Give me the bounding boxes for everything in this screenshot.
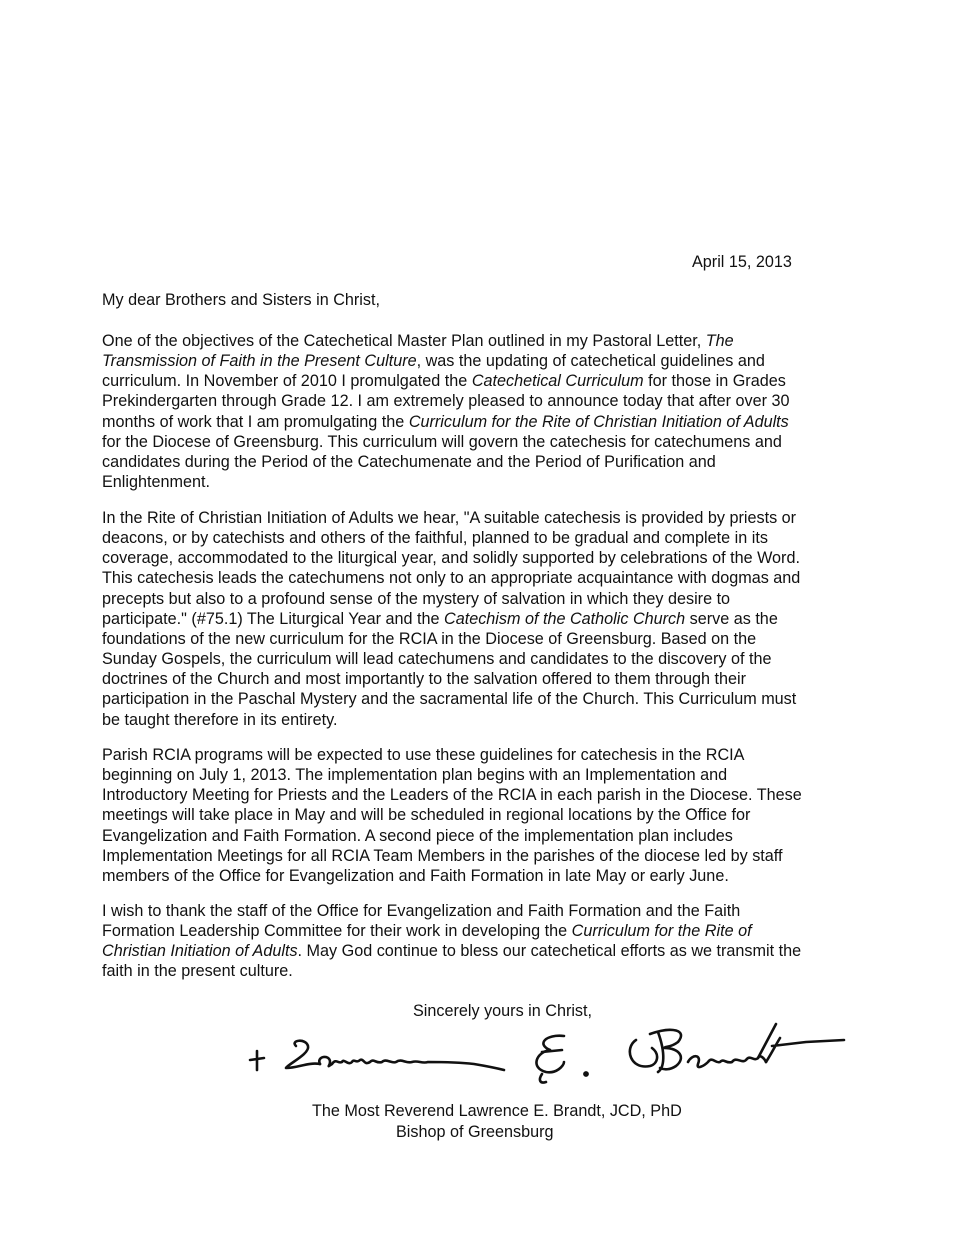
text-line	[102, 508, 862, 528]
text-segment: for those in Grades	[643, 372, 786, 391]
letter-date: April 15, 2013	[692, 253, 792, 271]
text-line	[102, 866, 862, 886]
text-line	[102, 745, 862, 765]
text-line	[102, 765, 862, 785]
text-segment: I wish to thank the staff of the Office for Evangelization and Faith Formation and the Faith	[102, 902, 741, 920]
text-segment: Parish RCIA programs will be expected to use these guidelines for catechesis in the RCIA	[102, 746, 745, 764]
text-segment: meetings will take place in May and will be scheduled in regional locations by the Office for	[102, 806, 751, 825]
text-line	[102, 548, 862, 568]
italic-title: Curriculum for the Rite of	[571, 922, 752, 941]
text-segment: candidates during the Period of the Catechumenate and the Period of Purification and	[102, 452, 716, 471]
text-line	[102, 785, 862, 805]
text-line	[102, 961, 862, 981]
italic-title: The	[705, 332, 734, 350]
text-line	[102, 710, 862, 730]
paragraph-rcia-quote	[102, 508, 862, 730]
text-segment: Evangelization and Faith Formation. A second piece of the implementation plan includes	[102, 826, 733, 845]
text-line	[102, 901, 862, 921]
paragraph-implementation	[102, 745, 862, 886]
text-segment: Formation Leadership Committee for their work in developing the	[102, 922, 572, 941]
text-segment: Sunday Gospels, the curriculum will lead catechumens and candidates to the discovery of the	[102, 650, 772, 669]
signatory-title: The Most Reverend Lawrence E. Brandt, JCD, PhD	[312, 1102, 682, 1120]
text-line	[102, 805, 862, 825]
italic-title: Catechetical Curriculum	[471, 372, 644, 391]
text-segment: months of work that I am promulgating the	[102, 412, 409, 431]
text-segment: serve as the	[685, 609, 778, 628]
text-line	[102, 669, 862, 689]
text-line	[102, 941, 862, 961]
text-segment: , was the updating of catechetical guidelines and	[416, 352, 765, 371]
text-segment: Implementation Meetings for all RCIA Team Members in the parishes of the diocese led by staff	[102, 846, 783, 865]
text-segment: beginning on July 1, 2013. The implementation plan begins with an Implementation and	[102, 766, 728, 785]
text-segment: Enlightenment.	[102, 473, 210, 492]
text-segment: participation in the Paschal Mystery and the sacramental life of the Church. This Curriculum must	[102, 690, 797, 709]
text-line	[102, 568, 862, 588]
text-segment: be taught therefore in its entirety.	[102, 710, 338, 729]
text-segment: This catechesis leads the catechumens not only to an appropriate acquaintance with dogmas and	[102, 569, 801, 588]
text-line	[102, 528, 862, 548]
text-segment: precepts but also to a profound sense of the mystery of salvation in which they desire to	[102, 589, 731, 608]
text-segment: for the Diocese of Greensburg. This curriculum will govern the catechesis for catechumens and	[102, 432, 782, 451]
text-line	[102, 472, 862, 492]
paragraph-catechetical-plan	[102, 331, 862, 492]
italic-title: Christian Initiation of Adults	[102, 942, 298, 961]
text-line	[102, 432, 862, 452]
italic-title: Curriculum for the Rite of Christian Initiation of Adults	[408, 412, 789, 431]
text-segment: coverage, accommodated to the liturgical year, and solidly supported by celebrations of the Word.	[102, 549, 800, 568]
text-line	[102, 689, 862, 709]
text-line	[102, 391, 862, 411]
closing: Sincerely yours in Christ,	[413, 1002, 593, 1020]
text-line	[102, 846, 862, 866]
text-line	[102, 649, 862, 669]
italic-title: Catechism of the Catholic Church	[444, 609, 686, 628]
salutation: My dear Brothers and Sisters in Christ,	[102, 291, 380, 309]
text-segment: doctrines of the Church and most importantly to the salvation offered to them through their	[102, 670, 746, 689]
text-line	[102, 921, 862, 941]
text-segment: foundations of the new curriculum for the RCIA in the Diocese of Greensburg. Based on the	[102, 629, 757, 648]
handwritten-signature	[246, 1018, 846, 1090]
text-segment: faith in the present culture.	[102, 962, 293, 981]
text-line	[102, 589, 862, 609]
text-segment: Introductory Meeting for Priests and the Leaders of the RCIA in each parish in the Diocese. These	[102, 786, 802, 805]
text-segment: deacons, or by catechists and others of the faithful, planned to be gradual and complete in its	[102, 529, 768, 548]
text-line	[102, 331, 862, 351]
signatory-office: Bishop of Greensburg	[396, 1123, 554, 1141]
text-segment: One of the objectives of the Catechetical Master Plan outlined in my Pastoral Letter,	[102, 332, 706, 350]
text-line	[102, 371, 862, 391]
text-segment: Prekindergarten through Grade 12. I am extremely pleased to announce today that after over 30	[102, 392, 790, 411]
text-line	[102, 412, 862, 432]
text-line	[102, 609, 862, 629]
text-line	[102, 452, 862, 472]
text-segment: members of the Office for Evangelization and Faith Formation in late May or early June.	[102, 866, 729, 885]
text-segment: participate." (#75.1) The Liturgical Year and the	[102, 609, 445, 628]
text-line	[102, 629, 862, 649]
text-line	[102, 826, 862, 846]
text-segment: curriculum. In November of 2010 I promulgated the	[102, 372, 472, 391]
paragraph-thanks	[102, 901, 862, 982]
italic-title: Transmission of Faith in the Present Culture	[102, 352, 417, 371]
text-segment: In the Rite of Christian Initiation of Adults we hear, "A suitable catechesis is provided by priests or	[102, 509, 797, 527]
text-segment: . May God continue to bless our catechetical efforts as we transmit the	[297, 942, 802, 961]
text-line	[102, 351, 862, 371]
